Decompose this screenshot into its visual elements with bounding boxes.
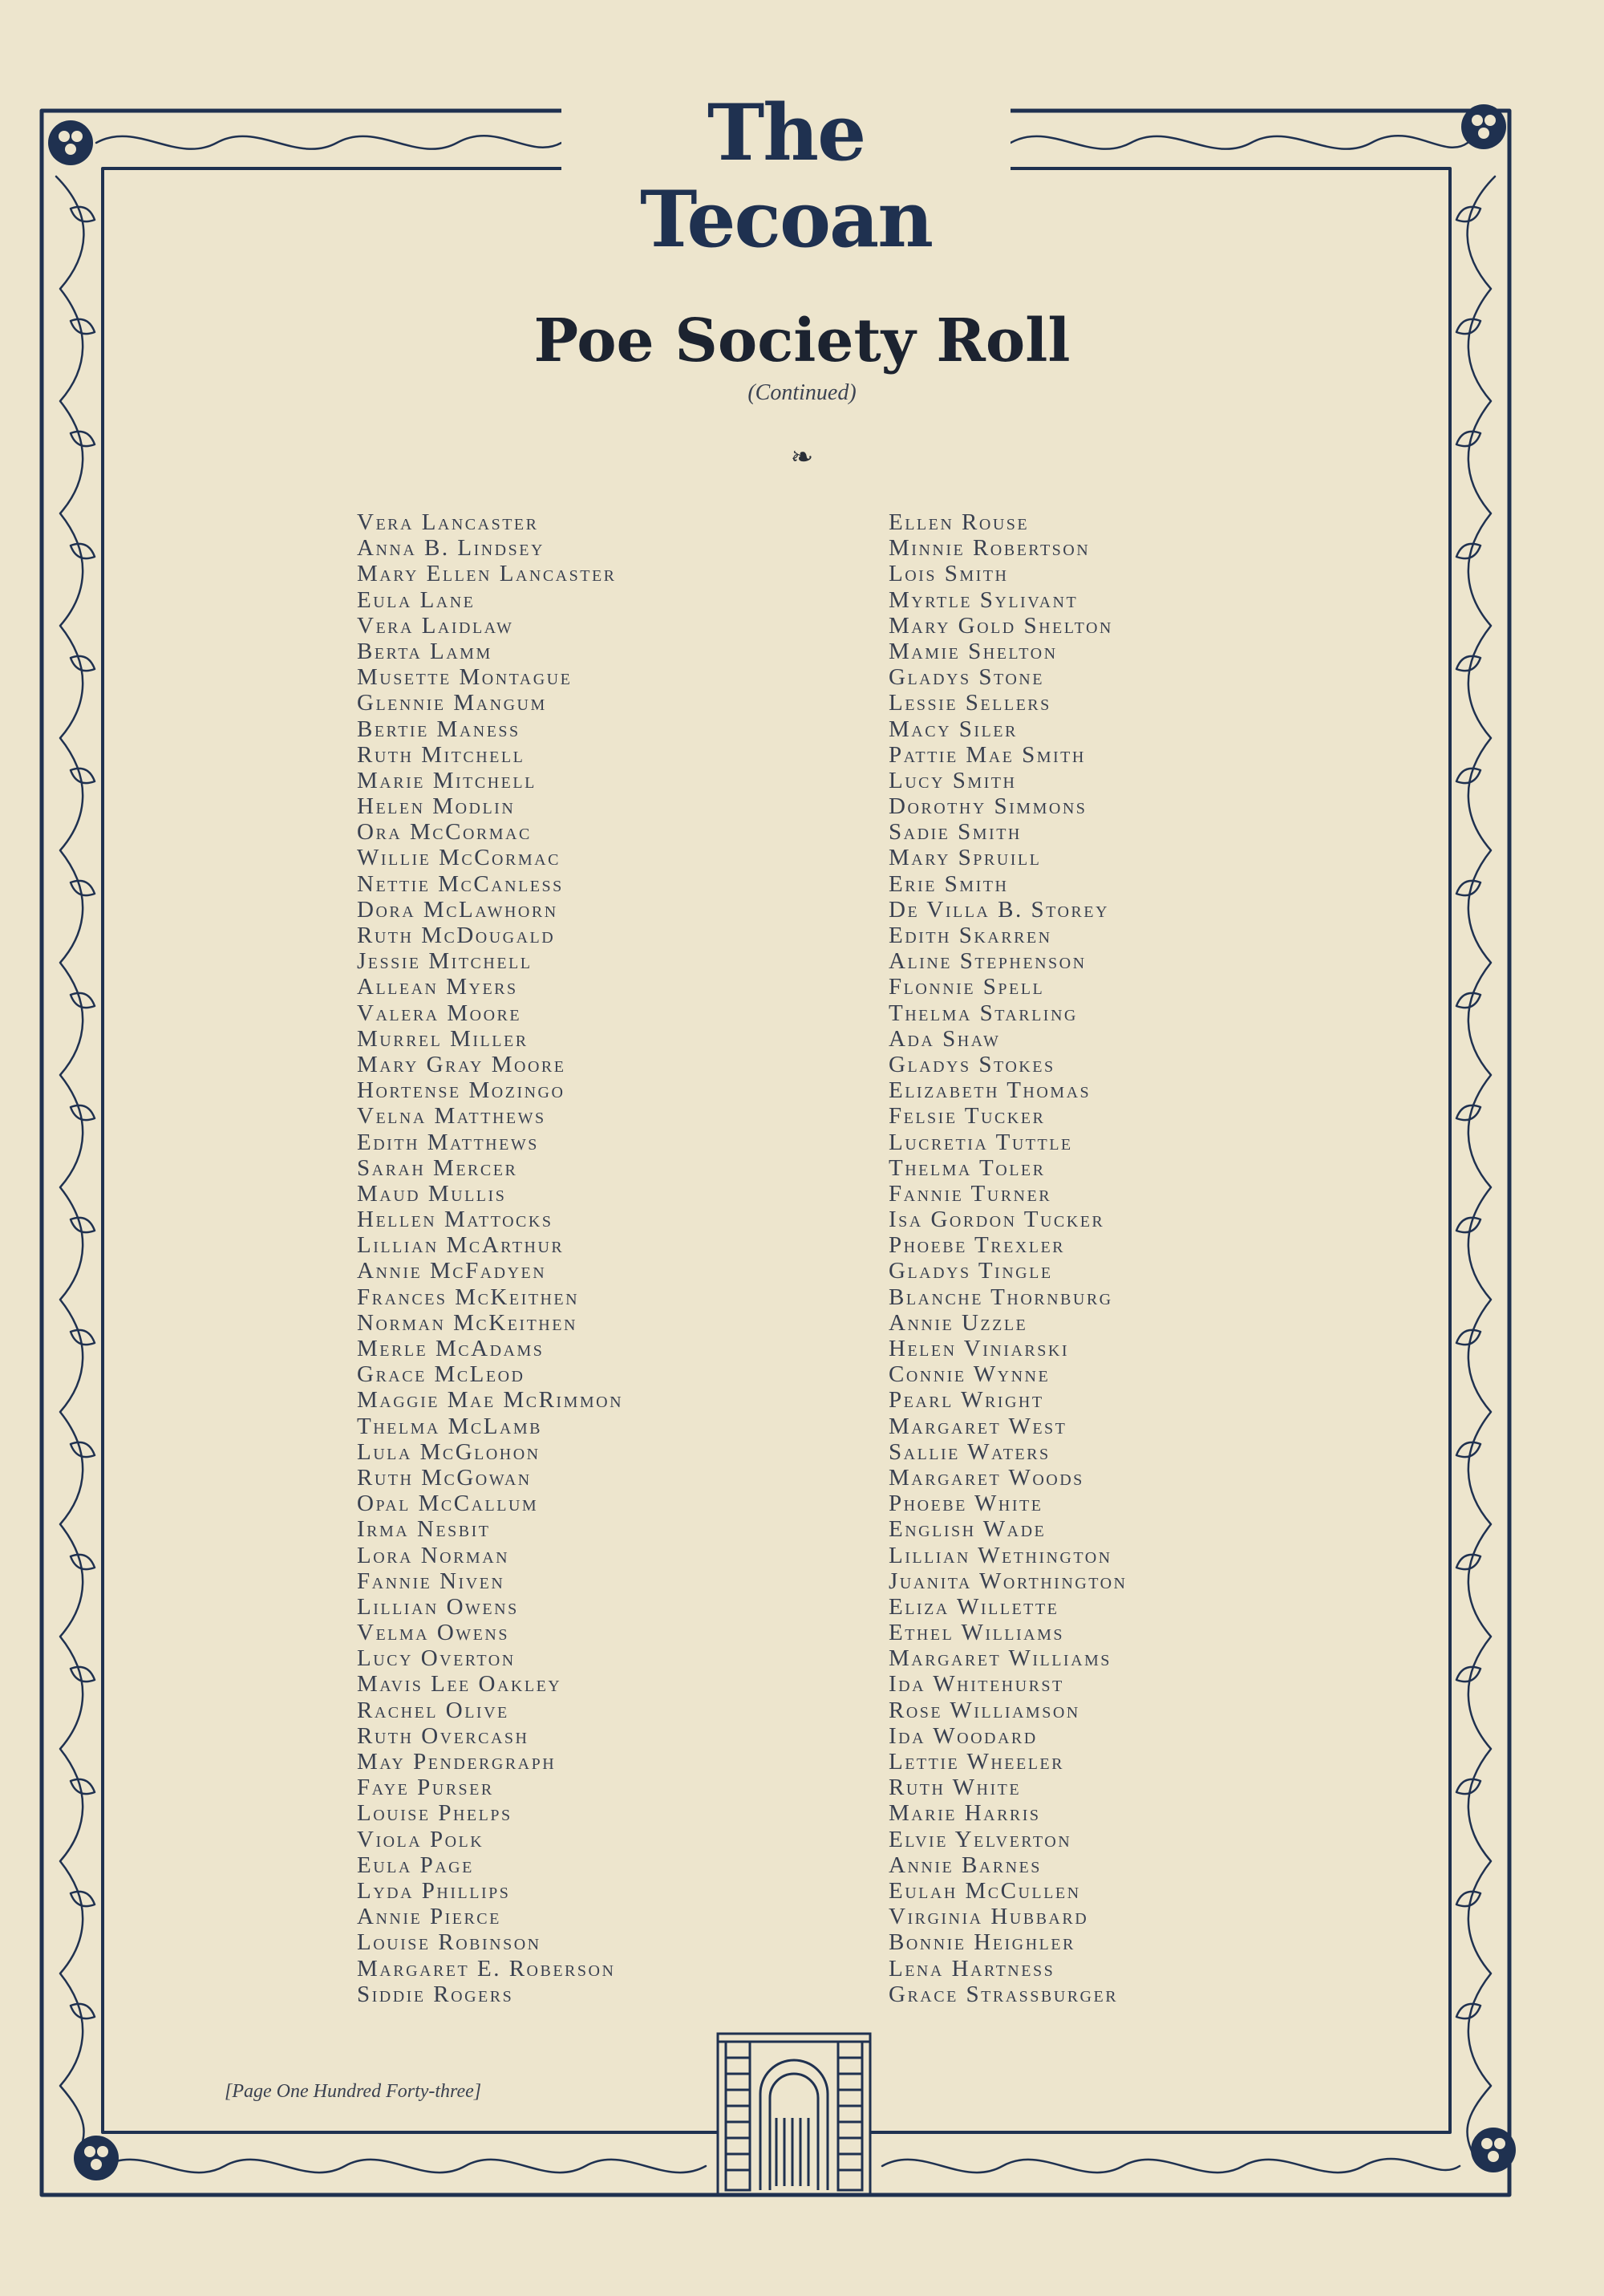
member-name: Fannie Niven xyxy=(357,1568,505,1594)
member-name: Lillian Wethington xyxy=(889,1542,1112,1568)
member-name: Sadie Smith xyxy=(889,819,1022,846)
member-name: Elizabeth Thomas xyxy=(889,1077,1092,1104)
member-name: Annie Barnes xyxy=(889,1852,1042,1878)
roll-column-right xyxy=(889,509,1127,2007)
member-name: Ruth Mitchell xyxy=(357,741,525,768)
member-name: Thelma Toler xyxy=(889,1154,1046,1181)
member-name: Ethel Williams xyxy=(889,1620,1065,1646)
member-name: Flonnie Spell xyxy=(889,974,1045,1000)
member-name: Ruth McDougald xyxy=(357,923,556,948)
member-name: Lyda Phillips xyxy=(357,1877,511,1904)
member-name: Frances McKeithen xyxy=(357,1284,580,1310)
member-name: Margaret West xyxy=(889,1413,1067,1439)
member-name: Lucretia Tuttle xyxy=(889,1129,1073,1155)
member-name: Ora McCormac xyxy=(357,819,532,846)
member-name: Gladys Tingle xyxy=(889,1258,1053,1284)
member-name: Velna Matthews xyxy=(357,1103,546,1130)
member-name: Louise Robinson xyxy=(357,1929,541,1956)
member-name: Ada Shaw xyxy=(889,1025,1001,1052)
member-name: Blanche Thornburg xyxy=(889,1284,1113,1310)
member-name: Faye Purser xyxy=(357,1775,494,1801)
member-name: Rachel Olive xyxy=(357,1697,509,1723)
member-name: Myrtle Sylivant xyxy=(889,586,1079,613)
member-name: Hellen Mattocks xyxy=(357,1207,553,1233)
member-name: Mary Ellen Lancaster xyxy=(357,561,617,587)
member-name: Mamie Shelton xyxy=(889,638,1058,664)
member-name: Margaret Williams xyxy=(889,1645,1112,1672)
member-name: Marie Harris xyxy=(889,1800,1041,1827)
member-name: Mary Gray Moore xyxy=(357,1051,566,1077)
fleuron-ornament: ❧ xyxy=(790,443,814,473)
doorway-icon xyxy=(718,2034,870,2194)
page-number: [Page One Hundred Forty-three] xyxy=(225,2081,482,2102)
member-name: Eula Lane xyxy=(357,586,476,613)
member-name: English Wade xyxy=(889,1516,1047,1543)
member-name: Vera Lancaster xyxy=(357,509,539,535)
member-name: Margaret Woods xyxy=(889,1464,1084,1491)
member-name: Grace Strassburger xyxy=(889,1981,1119,2007)
member-name: Erie Smith xyxy=(889,870,1009,897)
member-name: Pattie Mae Smith xyxy=(889,741,1086,768)
page-subtitle: (Continued) xyxy=(747,380,857,405)
member-name: Ruth Overcash xyxy=(357,1722,529,1749)
member-name: Marie Mitchell xyxy=(357,767,537,793)
member-name: Isa Gordon Tucker xyxy=(889,1207,1105,1233)
member-name: Margaret E. Roberson xyxy=(357,1955,616,1982)
member-name: Ida Whitehurst xyxy=(889,1671,1064,1698)
corner-rosettes xyxy=(48,104,1516,2180)
member-name: Lillian McArthur xyxy=(357,1232,565,1259)
member-name: Siddie Rogers xyxy=(357,1981,514,2007)
member-name: Lillian Owens xyxy=(357,1593,519,1620)
member-name: Grace McLeod xyxy=(357,1361,525,1388)
member-name: Lena Hartness xyxy=(889,1955,1055,1982)
member-name: Eula Page xyxy=(357,1852,474,1878)
member-name: Maud Mullis xyxy=(357,1180,507,1207)
member-name: Lucy Overton xyxy=(357,1645,516,1672)
member-name: Virginia Hubbard xyxy=(889,1904,1089,1930)
member-name: Berta Lamm xyxy=(357,638,492,664)
member-name: Phoebe White xyxy=(889,1491,1043,1517)
member-name: Thelma McLamb xyxy=(357,1413,542,1439)
member-name: Annie McFadyen xyxy=(357,1258,547,1284)
member-name: Sarah Mercer xyxy=(357,1154,518,1181)
member-name: Bertie Maness xyxy=(357,716,520,742)
member-name: Lula McGlohon xyxy=(357,1438,541,1465)
member-name: Felsie Tucker xyxy=(889,1103,1046,1130)
member-name: Maggie Mae McRimmon xyxy=(357,1387,624,1414)
member-name: Lucy Smith xyxy=(889,767,1017,793)
member-name: Velma Owens xyxy=(357,1620,509,1646)
member-name: Dorothy Simmons xyxy=(889,793,1088,820)
member-name: Willie McCormac xyxy=(357,845,561,871)
member-name: Aline Stephenson xyxy=(889,948,1087,975)
member-name: Helen Modlin xyxy=(357,793,516,820)
member-name: Juanita Worthington xyxy=(889,1568,1128,1594)
member-name: Merle McAdams xyxy=(357,1336,545,1361)
member-name: Opal McCallum xyxy=(357,1491,539,1517)
member-name: Valera Moore xyxy=(357,1000,522,1026)
member-name: Phoebe Trexler xyxy=(889,1232,1066,1259)
member-name: Annie Pierce xyxy=(357,1904,501,1930)
page-title: Poe Society Roll xyxy=(533,306,1071,375)
member-name: Gladys Stokes xyxy=(889,1051,1055,1077)
member-name: Nettie McCanless xyxy=(357,870,564,897)
member-name: May Pendergraph xyxy=(357,1749,557,1775)
member-name: Thelma Starling xyxy=(889,1000,1078,1026)
member-name: Lettie Wheeler xyxy=(889,1749,1064,1775)
member-name: Fannie Turner xyxy=(889,1180,1052,1207)
member-name: Ellen Rouse xyxy=(889,509,1030,535)
member-name: Edith Skarren xyxy=(889,923,1052,948)
member-name: Gladys Stone xyxy=(889,664,1044,691)
member-name: Rose Williamson xyxy=(889,1697,1080,1723)
member-name: Lessie Sellers xyxy=(889,690,1051,716)
member-name: Connie Wynne xyxy=(889,1361,1051,1388)
member-name: Mary Spruill xyxy=(889,845,1042,871)
member-name: Dora McLawhorn xyxy=(357,896,558,923)
member-name: Ruth White xyxy=(889,1775,1022,1801)
member-name: Allean Myers xyxy=(357,974,518,1000)
member-name: Eliza Willette xyxy=(889,1593,1059,1620)
member-name: De Villa B. Storey xyxy=(889,896,1109,923)
member-name: Bonnie Heighler xyxy=(889,1929,1075,1956)
member-name: Macy Siler xyxy=(889,716,1018,742)
member-name: Glennie Mangum xyxy=(357,690,547,716)
member-name: Hortense Mozingo xyxy=(357,1077,565,1104)
member-name: Ida Woodard xyxy=(889,1722,1038,1749)
member-name: Viola Polk xyxy=(357,1826,484,1852)
member-name: Sallie Waters xyxy=(889,1438,1051,1465)
member-name: Helen Viniarski xyxy=(889,1336,1069,1361)
member-name: Murrel Miller xyxy=(357,1025,529,1052)
member-name: Eulah McCullen xyxy=(889,1877,1081,1904)
member-name: Mavis Lee Oakley xyxy=(357,1671,562,1698)
masthead-logo: The Tecoan xyxy=(561,90,1011,176)
member-name: Irma Nesbit xyxy=(357,1516,491,1543)
member-name: Edith Matthews xyxy=(357,1129,539,1155)
member-name: Pearl Wright xyxy=(889,1387,1044,1414)
member-name: Jessie Mitchell xyxy=(357,948,533,975)
member-name: Mary Gold Shelton xyxy=(889,612,1113,639)
member-name: Lora Norman xyxy=(357,1542,510,1568)
member-name: Anna B. Lindsey xyxy=(357,535,545,562)
member-name: Annie Uzzle xyxy=(889,1309,1028,1336)
member-name: Norman McKeithen xyxy=(357,1309,577,1336)
member-name: Vera Laidlaw xyxy=(357,612,514,639)
member-name: Elvie Yelverton xyxy=(889,1826,1072,1852)
member-name: Lois Smith xyxy=(889,561,1009,587)
member-name: Minnie Robertson xyxy=(889,535,1091,562)
member-name: Musette Montague xyxy=(357,664,573,691)
member-name: Louise Phelps xyxy=(357,1800,512,1827)
roll-column-left xyxy=(357,509,623,2007)
member-name: Ruth McGowan xyxy=(357,1464,532,1491)
